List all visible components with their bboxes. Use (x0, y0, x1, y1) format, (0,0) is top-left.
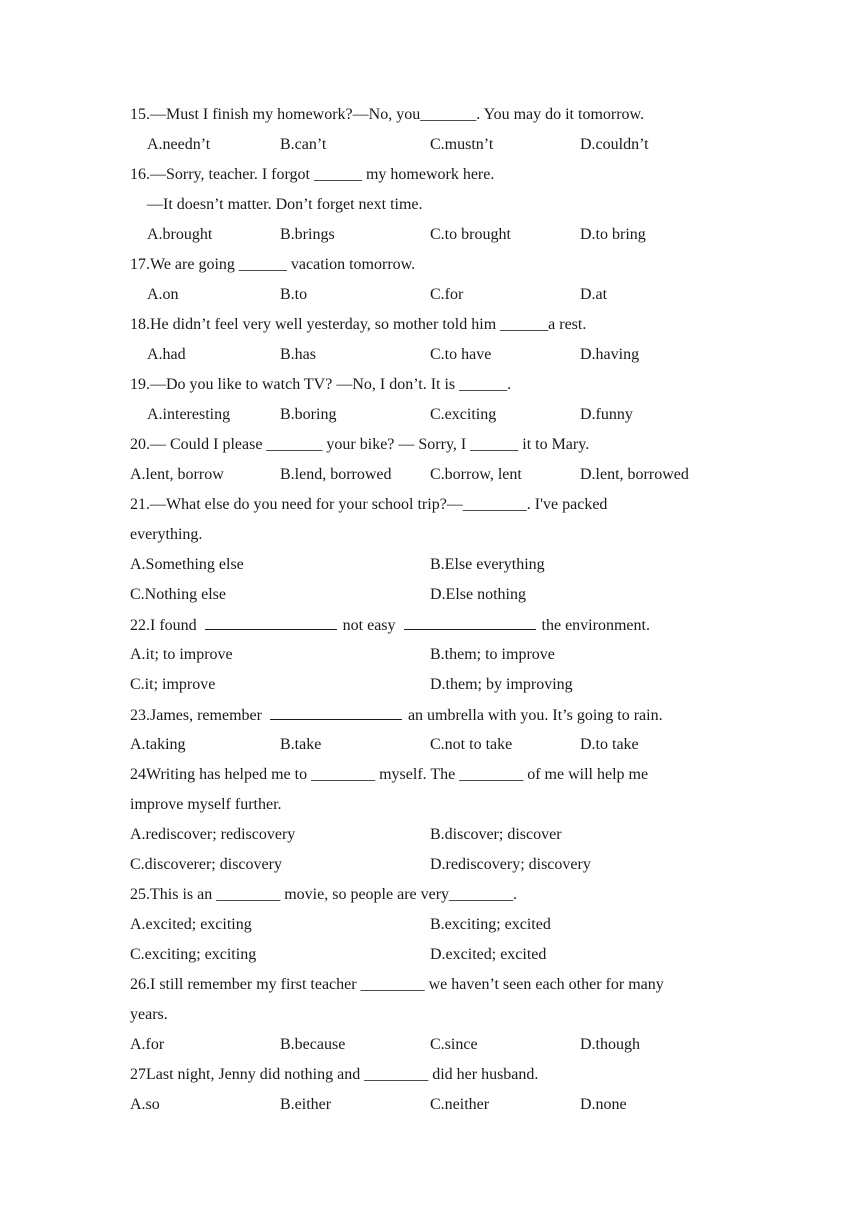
question-17-stem: 17.We are going ______ vacation tomorrow. (130, 256, 416, 273)
question-23-stem (130, 705, 663, 725)
option-b: B.Else everything (430, 556, 545, 573)
option-a: A.needn’t (147, 136, 211, 153)
stem-part-3: the environment. (541, 617, 650, 634)
option-a: A.so (130, 1096, 160, 1113)
question-20-stem: 20.— Could I please _______ your bike? — Sorry, I ______ it to Mary. (130, 436, 590, 453)
stem-part-2: an umbrella with you. It’s going to rain. (407, 707, 663, 724)
option-b: B.because (280, 1036, 346, 1053)
option-b: B.brings (280, 226, 335, 243)
answer-blank (404, 615, 536, 630)
option-c: C.since (430, 1036, 478, 1053)
option-a: A.excited; exciting (130, 916, 252, 933)
option-d: D.excited; excited (430, 946, 547, 963)
option-b: B.exciting; excited (430, 916, 551, 933)
option-d: D.Else nothing (430, 586, 526, 603)
question-22-stem (130, 615, 650, 635)
question-18-stem: 18.He didn’t feel very well yesterday, so mother told him ______a rest. (130, 316, 587, 333)
question-24-stem-line2: improve myself further. (130, 796, 282, 813)
option-a: A.interesting (147, 406, 231, 423)
option-d: D.lent, borrowed (580, 466, 689, 483)
question-21-stem-line2: everything. (130, 526, 203, 543)
option-a: A.taking (130, 736, 186, 753)
question-16-stem-line2: —It doesn’t matter. Don’t forget next time. (147, 196, 423, 213)
option-b: B.can’t (280, 136, 327, 153)
option-c: C.borrow, lent (430, 466, 522, 483)
option-b: B.lend, borrowed (280, 466, 392, 483)
question-15-stem: 15.—Must I finish my homework?—No, you_______. You may do it tomorrow. (130, 106, 645, 123)
option-b: B.take (280, 736, 322, 753)
option-a: A.rediscover; rediscovery (130, 826, 296, 843)
option-d: D.them; by improving (430, 676, 573, 693)
option-c: C.exciting (430, 406, 497, 423)
option-a: A.Something else (130, 556, 244, 573)
option-d: D.to take (580, 736, 639, 753)
answer-blank (270, 705, 402, 720)
question-21-stem: 21.—What else do you need for your school trip?—________. I've packed (130, 496, 608, 513)
question-16-stem: 16.—Sorry, teacher. I forgot ______ my homework here. (130, 166, 495, 183)
answer-blank (205, 615, 337, 630)
option-c: C.Nothing else (130, 586, 226, 603)
option-c: C.exciting; exciting (130, 946, 257, 963)
option-d: D.at (580, 286, 608, 303)
option-b: B.discover; discover (430, 826, 562, 843)
stem-part-2: not easy (342, 617, 396, 634)
stem-part-1: 23.James, remember (130, 707, 262, 724)
option-a: A.it; to improve (130, 646, 233, 663)
option-d: D.couldn’t (580, 136, 649, 153)
option-c: C.to have (430, 346, 492, 363)
option-c: C.not to take (430, 736, 513, 753)
option-b: B.either (280, 1096, 332, 1113)
option-d: D.none (580, 1096, 627, 1113)
question-24-stem: 24Writing has helped me to ________ myself. The ________ of me will help me (130, 766, 649, 783)
option-a: A.lent, borrow (130, 466, 224, 483)
option-c: C.for (430, 286, 464, 303)
option-b: B.to (280, 286, 308, 303)
option-b: B.boring (280, 406, 337, 423)
option-d: D.rediscovery; discovery (430, 856, 591, 873)
question-27-stem: 27Last night, Jenny did nothing and ________ did her husband. (130, 1066, 539, 1083)
option-b: B.has (280, 346, 316, 363)
option-a: A.for (130, 1036, 165, 1053)
option-d: D.though (580, 1036, 640, 1053)
option-a: A.brought (147, 226, 213, 243)
option-d: D.funny (580, 406, 633, 423)
option-c: C.neither (430, 1096, 490, 1113)
option-a: A.had (147, 346, 186, 363)
question-26-stem: 26.I still remember my first teacher ________ we haven’t seen each other for many (130, 976, 664, 993)
option-c: C.it; improve (130, 676, 216, 693)
option-c: C.discoverer; discovery (130, 856, 282, 873)
option-b: B.them; to improve (430, 646, 555, 663)
option-d: D.having (580, 346, 640, 363)
option-c: C.to brought (430, 226, 511, 243)
question-26-stem-line2: years. (130, 1006, 168, 1023)
stem-part-1: 22.I found (130, 617, 197, 634)
option-c: C.mustn’t (430, 136, 494, 153)
question-19-stem: 19.—Do you like to watch TV? —No, I don’t. It is ______. (130, 376, 512, 393)
option-a: A.on (147, 286, 179, 303)
option-d: D.to bring (580, 226, 646, 243)
question-25-stem: 25.This is an ________ movie, so people are very________. (130, 886, 518, 903)
